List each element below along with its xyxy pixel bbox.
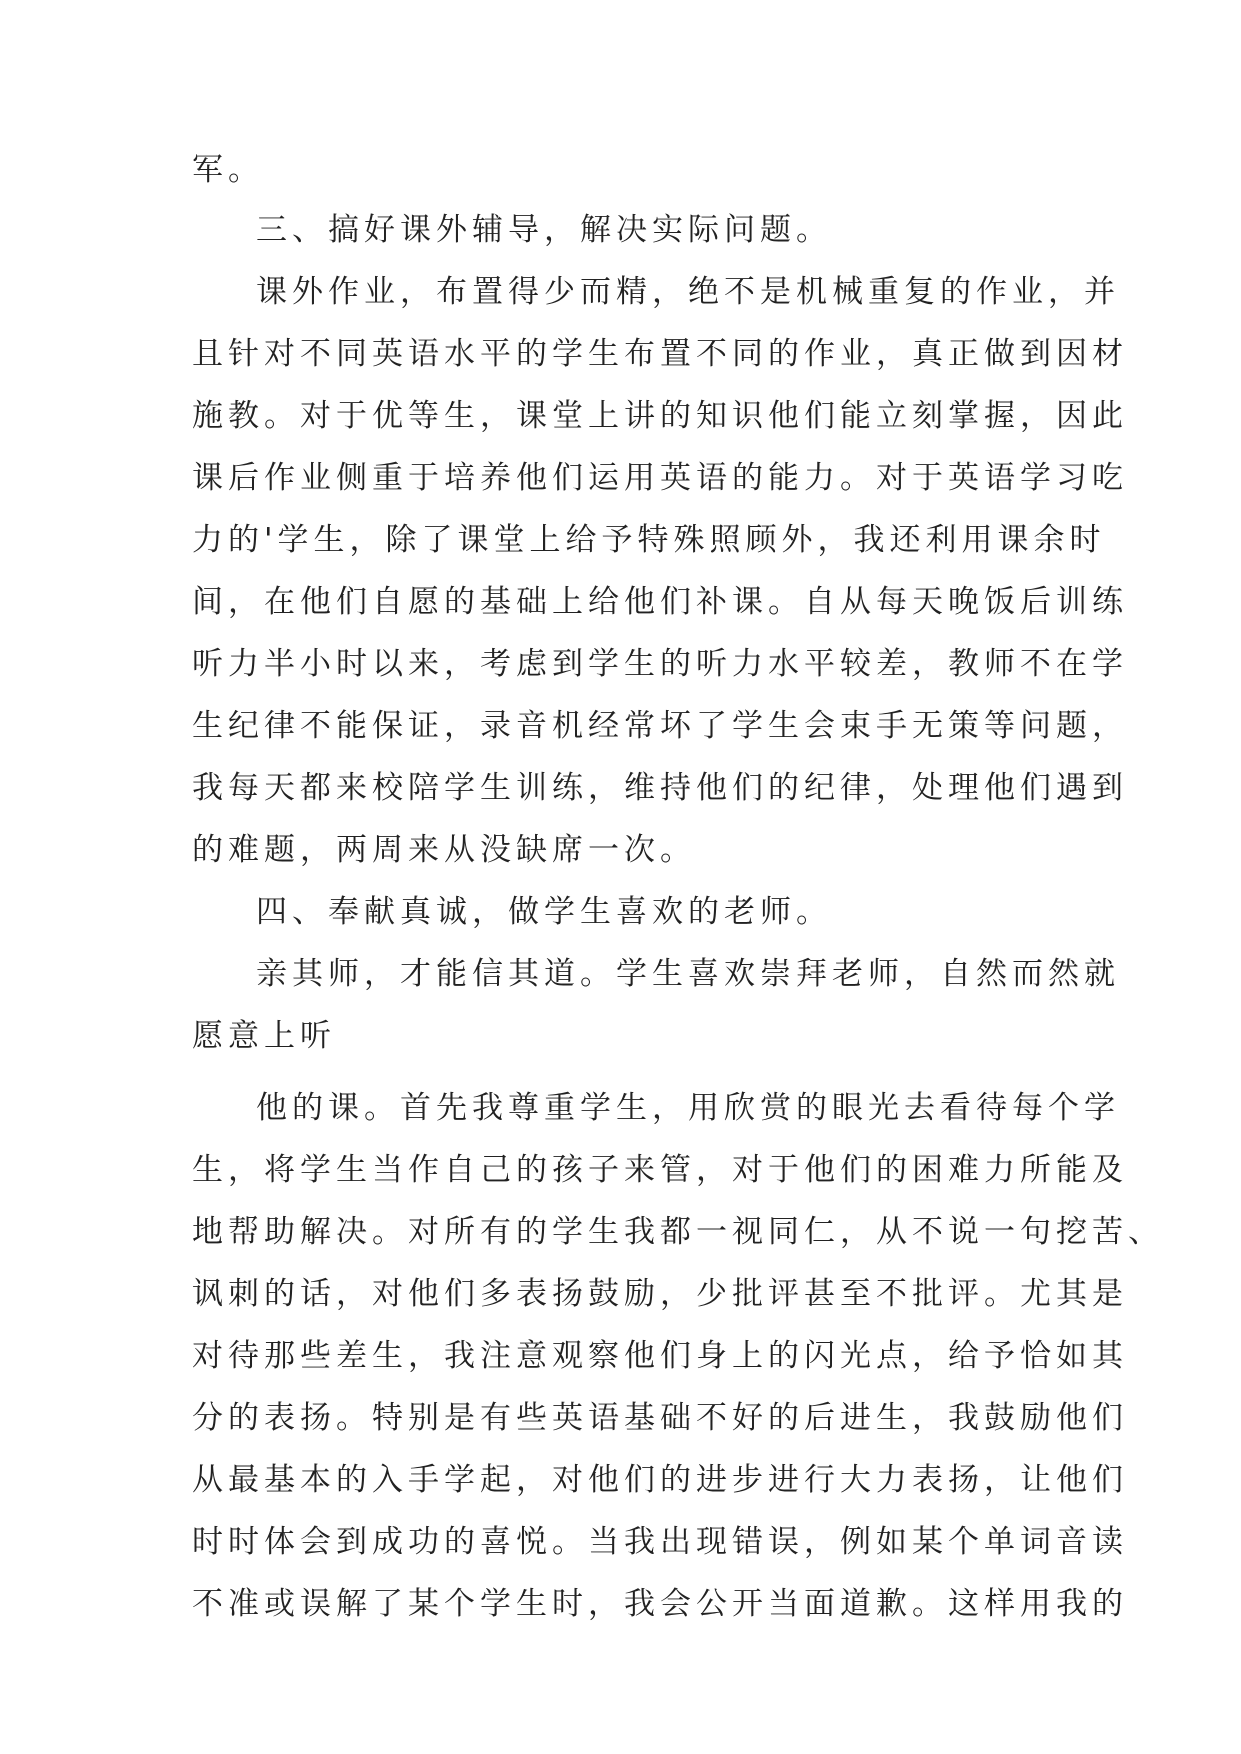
text-line: 时时体会到成功的喜悦。当我出现错误，例如某个单词音读 xyxy=(192,1524,1128,1560)
text-line: 对待那些差生，我注意观察他们身上的闪光点，给予恰如其 xyxy=(192,1338,1128,1374)
text-line: 分的表扬。特别是有些英语基础不好的后进生，我鼓励他们 xyxy=(192,1400,1128,1436)
text-line: 他的课。首先我尊重学生，用欣赏的眼光去看待每个学 xyxy=(256,1090,1120,1126)
text-line: 生，将学生当作自己的孩子来管，对于他们的困难力所能及 xyxy=(192,1152,1128,1188)
text-line: 我每天都来校陪学生训练，维持他们的纪律，处理他们遇到 xyxy=(192,770,1128,806)
text-line: 愿意上听 xyxy=(192,1018,336,1054)
text-line: 课后作业侧重于培养他们运用英语的能力。对于英语学习吃 xyxy=(192,460,1128,496)
section-heading-4: 四、奉献真诚，做学生喜欢的老师。 xyxy=(256,894,832,930)
text-line: 生纪律不能保证，录音机经常坏了学生会束手无策等问题， xyxy=(192,708,1128,744)
text-line: 间，在他们自愿的基础上给他们补课。自从每天晚饭后训练 xyxy=(192,584,1128,620)
text-line: 听力半小时以来，考虑到学生的听力水平较差，教师不在学 xyxy=(192,646,1128,682)
text-line: 地帮助解决。对所有的学生我都一视同仁，从不说一句挖苦、 xyxy=(192,1214,1164,1250)
text-line: 的难题，两周来从没缺席一次。 xyxy=(192,832,696,868)
section-heading-3: 三、搞好课外辅导，解决实际问题。 xyxy=(256,212,832,248)
text-line: 不准或误解了某个学生时，我会公开当面道歉。这样用我的 xyxy=(192,1586,1128,1622)
text-line: 且针对不同英语水平的学生布置不同的作业，真正做到因材 xyxy=(192,336,1128,372)
text-line: 讽刺的话，对他们多表扬鼓励，少批评甚至不批评。尤其是 xyxy=(192,1276,1128,1312)
text-line: 军。 xyxy=(192,152,264,188)
text-line: 力的'学生，除了课堂上给予特殊照顾外，我还利用课余时 xyxy=(192,522,1106,558)
text-line: 从最基本的入手学起，对他们的进步进行大力表扬，让他们 xyxy=(192,1462,1128,1498)
text-line: 施教。对于优等生，课堂上讲的知识他们能立刻掌握，因此 xyxy=(192,398,1128,434)
text-line: 课外作业，布置得少而精，绝不是机械重复的作业，并 xyxy=(256,274,1120,310)
text-line: 亲其师，才能信其道。学生喜欢崇拜老师，自然而然就 xyxy=(256,956,1120,992)
